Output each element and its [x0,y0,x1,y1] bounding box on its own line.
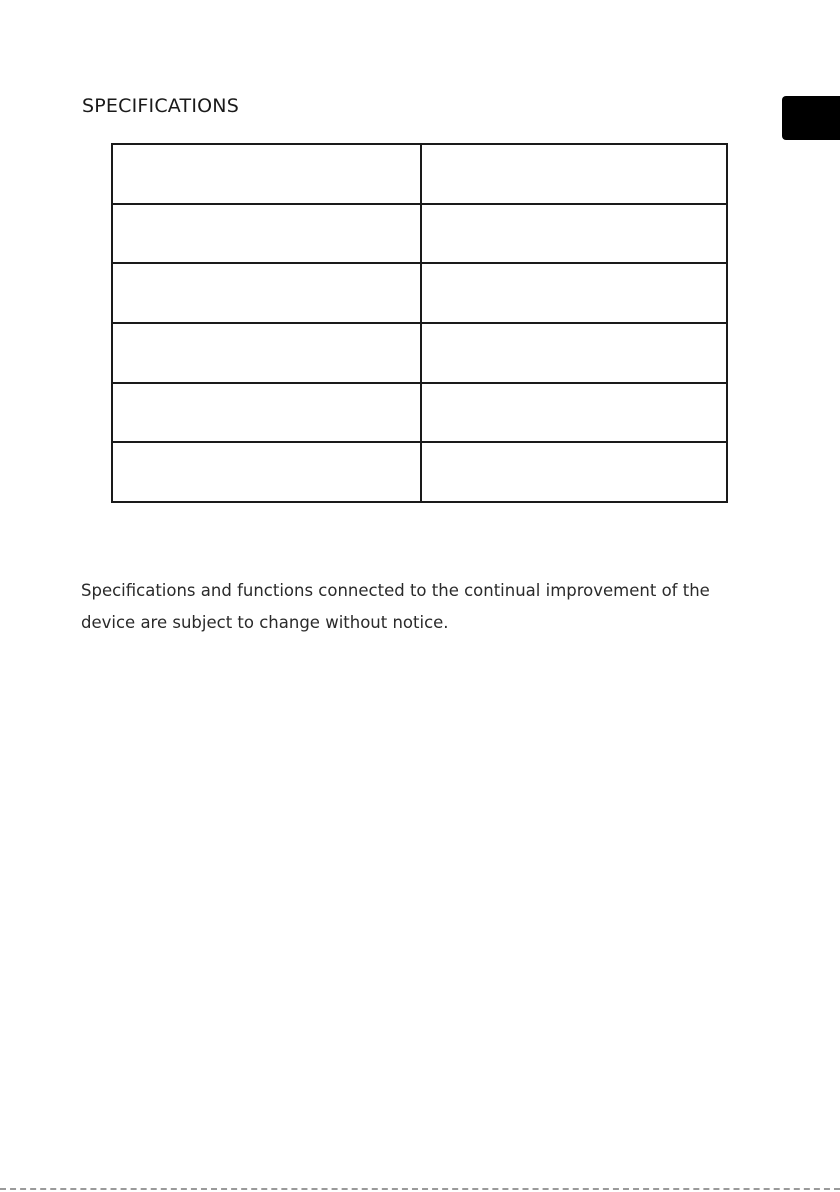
change-notice-text: Specifications and functions connected to the continual improvement of the device are subject to change without notice. [81,581,710,632]
spec-label-cell [112,144,421,204]
table-row [112,144,727,204]
spec-value-cell [421,383,727,443]
spec-label-cell [112,204,421,264]
page-bottom-divider [0,1188,840,1190]
spec-value-cell [421,323,727,383]
table-row [112,442,727,502]
section-title: SPECIFICATIONS [82,95,239,117]
table-row [112,383,727,443]
spec-label-cell [112,383,421,443]
table-row [112,204,727,264]
spec-label-cell [112,323,421,383]
spec-value-cell [421,204,727,264]
table-row [112,263,727,323]
spec-value-cell [421,144,727,204]
spec-value-cell [421,442,727,502]
table-row [112,323,727,383]
language-tab-marker [782,96,840,140]
spec-label-cell [112,442,421,502]
spec-value-cell [421,263,727,323]
specifications-table [111,143,728,503]
spec-label-cell [112,263,421,323]
